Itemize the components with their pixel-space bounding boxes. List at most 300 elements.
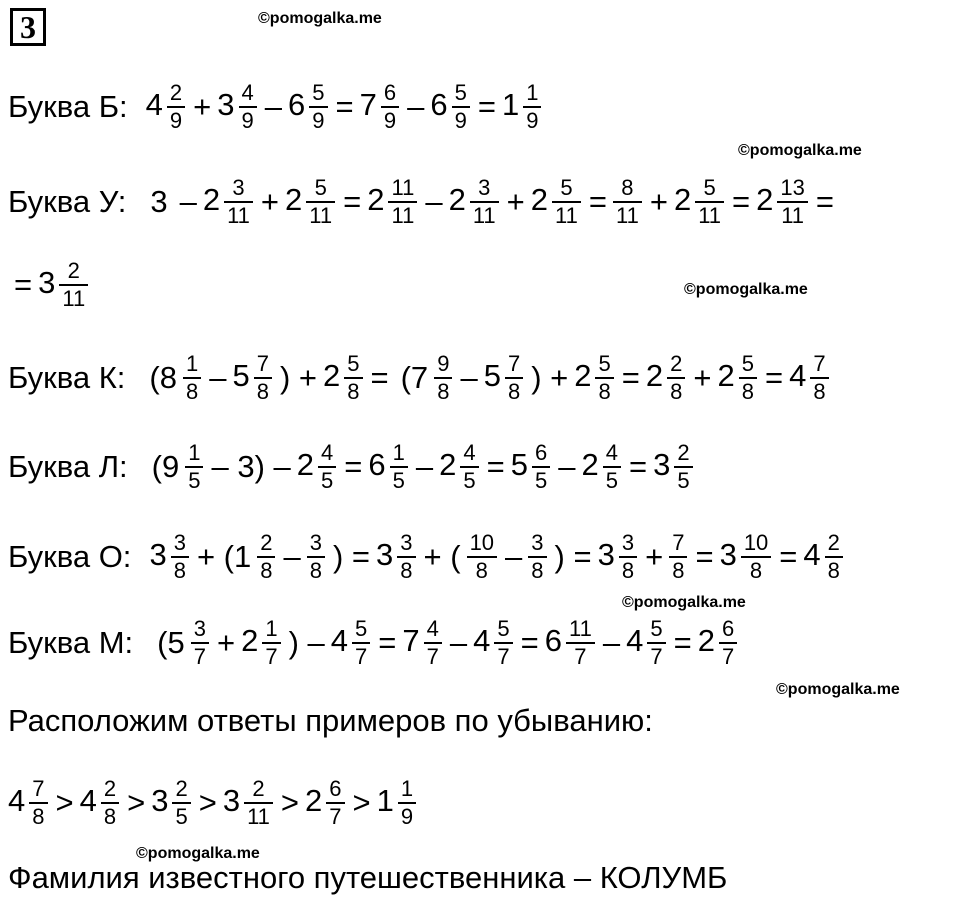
operator: = xyxy=(486,449,505,484)
fraction xyxy=(810,351,828,405)
equation-row-k xyxy=(8,333,831,423)
mixed-number xyxy=(146,80,188,134)
equation-row-b xyxy=(8,62,543,152)
operator: + xyxy=(649,184,668,219)
task-number: 3 xyxy=(10,8,46,46)
mixed-number xyxy=(8,776,50,830)
mixed-number xyxy=(756,175,810,229)
watermark: ©pomogalka.me xyxy=(622,594,746,611)
watermark: ©pomogalka.me xyxy=(136,845,260,862)
fraction xyxy=(460,440,478,494)
mixed-number xyxy=(653,440,695,494)
numerator: 1 xyxy=(400,776,414,801)
equation-row-l xyxy=(8,422,695,512)
numerator: 2 xyxy=(67,258,80,283)
operator: ) + xyxy=(531,360,569,395)
mixed-number xyxy=(402,616,444,670)
mixed-number xyxy=(574,351,616,405)
fraction xyxy=(528,530,546,584)
fraction xyxy=(566,616,595,670)
denominator: 8 xyxy=(531,558,544,583)
whole-part: 2 xyxy=(296,447,315,483)
denominator: 8 xyxy=(598,379,611,404)
mixed-number xyxy=(531,175,583,229)
mixed-number xyxy=(376,530,418,584)
mixed-number xyxy=(191,616,211,670)
mixed-number xyxy=(149,530,191,584)
mixed-number xyxy=(473,616,515,670)
denominator: 9 xyxy=(454,108,467,133)
mixed-number xyxy=(698,616,740,670)
numerator: 2 xyxy=(252,776,265,801)
operator: = xyxy=(695,539,714,574)
denominator: 7 xyxy=(650,644,663,669)
operator: = xyxy=(673,625,692,660)
fraction xyxy=(326,776,344,830)
numerator: 10 xyxy=(743,530,769,555)
denominator: 8 xyxy=(400,558,413,583)
denominator: 8 xyxy=(749,558,763,583)
denominator: 8 xyxy=(475,558,488,583)
mixed-number xyxy=(511,440,553,494)
mixed-number xyxy=(331,616,373,670)
fraction xyxy=(398,776,416,830)
whole-part: 2 xyxy=(323,358,341,394)
fraction xyxy=(719,616,737,670)
fraction xyxy=(397,530,415,584)
denominator: 8 xyxy=(813,379,826,404)
numerator: 7 xyxy=(256,351,269,376)
operator: – xyxy=(460,360,478,395)
numerator: 7 xyxy=(507,351,521,376)
equation-row-u-cont xyxy=(8,240,90,330)
numerator: 5 xyxy=(703,175,716,200)
mixed-number xyxy=(223,776,275,830)
fraction xyxy=(825,530,843,584)
whole-part: 6 xyxy=(288,87,306,123)
numerator: 1 xyxy=(188,440,201,465)
mixed-number xyxy=(674,175,726,229)
numerator: 2 xyxy=(827,530,840,555)
numerator: 1 xyxy=(265,616,278,641)
whole-part: 3 xyxy=(151,783,169,819)
whole-part: 4 xyxy=(789,358,807,394)
fraction xyxy=(739,351,757,405)
mixed-number xyxy=(669,530,689,584)
fraction xyxy=(185,440,203,494)
mixed-number xyxy=(528,530,548,584)
denominator: 5 xyxy=(677,468,690,493)
numerator: 7 xyxy=(32,776,45,801)
operator: + xyxy=(193,89,212,124)
operator: + xyxy=(645,539,664,574)
mixed-number xyxy=(646,351,688,405)
numerator: 5 xyxy=(598,351,611,376)
operator: + xyxy=(216,625,236,660)
denominator: 8 xyxy=(260,558,273,583)
fraction xyxy=(494,616,512,670)
fraction xyxy=(674,440,692,494)
operator: = xyxy=(628,449,648,484)
whole-part: 4 xyxy=(79,783,97,819)
operator: – xyxy=(264,89,283,124)
denominator: 7 xyxy=(497,644,510,669)
operator: > xyxy=(55,785,74,820)
mixed-number xyxy=(80,776,122,830)
whole-part: 3 xyxy=(149,537,167,573)
whole-part: 2 xyxy=(285,182,303,218)
whole-part: 3 xyxy=(719,537,737,573)
operator: (7 xyxy=(400,360,429,395)
numerator: 7 xyxy=(672,530,685,555)
fraction xyxy=(552,175,581,229)
operator: – xyxy=(209,360,227,395)
numerator: 2 xyxy=(260,530,273,555)
mixed-number xyxy=(626,616,668,670)
whole-part: 1 xyxy=(376,783,394,819)
operator: ) + xyxy=(279,360,317,395)
numerator: 1 xyxy=(392,440,405,465)
mixed-number xyxy=(185,440,205,494)
mixed-number xyxy=(257,530,277,584)
ordering-sentence: Расположим ответы примеров по убыванию: xyxy=(8,703,653,738)
numerator: 2 xyxy=(175,776,188,801)
watermark: ©pomogalka.me xyxy=(684,281,808,298)
numerator: 3 xyxy=(309,530,322,555)
numerator: 5 xyxy=(347,351,360,376)
operator: – xyxy=(407,89,425,124)
numerator: 7 xyxy=(813,351,826,376)
whole-part: 7 xyxy=(359,87,377,123)
fraction xyxy=(523,80,541,134)
fraction xyxy=(695,175,724,229)
fraction xyxy=(171,530,189,584)
numerator: 3 xyxy=(478,175,491,200)
whole-part: 6 xyxy=(368,447,386,483)
whole-part: 3 xyxy=(222,783,241,819)
numerator: 4 xyxy=(605,440,618,465)
whole-part: 2 xyxy=(697,623,715,659)
operator: + xyxy=(693,360,712,395)
denominator: 5 xyxy=(463,468,476,493)
fraction xyxy=(183,351,201,405)
mixed-number xyxy=(502,80,544,134)
denominator: 8 xyxy=(670,379,683,404)
operator: – xyxy=(602,625,621,660)
operator: = xyxy=(335,89,354,124)
whole-part: 2 xyxy=(439,447,457,483)
mixed-number xyxy=(38,258,90,312)
watermark: ©pomogalka.me xyxy=(776,681,900,698)
numerator: 6 xyxy=(721,616,735,641)
denominator: 9 xyxy=(241,108,254,133)
whole-part: 2 xyxy=(717,358,735,394)
denominator: 8 xyxy=(621,558,635,583)
operator: ) = xyxy=(554,539,592,574)
denominator: 5 xyxy=(534,468,548,493)
mixed-number xyxy=(297,440,339,494)
operator: = xyxy=(621,360,640,395)
conclusion: Фамилия известного путешественника – КОЛУМБ xyxy=(8,860,728,895)
row-label: Буква Б: xyxy=(8,89,128,124)
whole-part: 2 xyxy=(202,182,221,218)
fraction xyxy=(452,80,470,134)
denominator: 7 xyxy=(574,644,587,669)
operator: – 3) – xyxy=(211,449,291,484)
operator: + ( xyxy=(423,539,461,574)
operator: – xyxy=(179,184,197,219)
whole-part: 6 xyxy=(430,87,448,123)
denominator: 11 xyxy=(615,203,639,228)
whole-part: 3 xyxy=(653,447,671,483)
mixed-number xyxy=(434,351,454,405)
numerator: 1 xyxy=(526,80,539,105)
operator: = xyxy=(815,184,834,219)
denominator: 11 xyxy=(555,203,578,228)
mixed-number xyxy=(367,175,419,229)
fraction xyxy=(318,440,336,494)
denominator: 11 xyxy=(309,203,333,228)
numerator: 6 xyxy=(383,80,397,105)
whole-part: 5 xyxy=(232,358,250,394)
operator: ) – xyxy=(288,625,325,660)
mixed-number xyxy=(151,776,193,830)
numerator: 4 xyxy=(321,440,334,465)
fraction xyxy=(306,175,335,229)
whole-part: 5 xyxy=(510,447,528,483)
denominator: 11 xyxy=(62,286,86,311)
watermark: ©pomogalka.me xyxy=(258,10,382,27)
mixed-number xyxy=(323,351,365,405)
numerator: 3 xyxy=(173,530,186,555)
whole-part: 4 xyxy=(473,623,491,659)
numerator: 5 xyxy=(650,616,663,641)
whole-part: 4 xyxy=(626,623,644,659)
denominator: 11 xyxy=(781,203,805,228)
operator: = xyxy=(779,539,798,574)
fraction xyxy=(741,530,771,584)
numerator: 6 xyxy=(329,776,342,801)
denominator: 9 xyxy=(312,108,325,133)
numerator: 3 xyxy=(531,530,544,555)
numerator: 5 xyxy=(312,80,325,105)
denominator: 11 xyxy=(698,203,722,228)
operator: (8 xyxy=(149,360,177,395)
watermark: ©pomogalka.me xyxy=(738,142,862,159)
denominator: 9 xyxy=(383,108,397,133)
whole-part: 1 xyxy=(501,87,520,123)
operator: > xyxy=(127,785,146,820)
denominator: 11 xyxy=(247,804,270,829)
fraction xyxy=(191,616,209,670)
whole-part: 2 xyxy=(241,623,259,659)
operator: – xyxy=(449,625,468,660)
numerator: 3 xyxy=(621,530,635,555)
fraction xyxy=(603,440,621,494)
mixed-number xyxy=(717,351,759,405)
whole-part: 5 xyxy=(483,358,501,394)
fraction xyxy=(470,175,499,229)
operator: = xyxy=(520,625,539,660)
numerator: 11 xyxy=(568,616,592,641)
operator: + xyxy=(260,184,280,219)
operator: – xyxy=(505,539,523,574)
fraction xyxy=(352,616,370,670)
whole-part: 4 xyxy=(145,87,163,123)
mixed-number xyxy=(430,80,472,134)
fraction xyxy=(167,80,185,134)
fraction xyxy=(390,440,408,494)
denominator: 8 xyxy=(672,558,685,583)
row-label: Буква О: xyxy=(8,539,132,574)
fraction xyxy=(344,351,362,405)
numerator: 13 xyxy=(780,175,805,200)
equation-row-u xyxy=(8,157,840,247)
numerator: 5 xyxy=(497,616,510,641)
fraction xyxy=(224,175,253,229)
numerator: 4 xyxy=(426,616,439,641)
operator: = xyxy=(343,184,362,219)
numerator: 5 xyxy=(314,175,327,200)
whole-part: 4 xyxy=(330,623,349,659)
denominator: 8 xyxy=(32,804,45,829)
whole-part: 2 xyxy=(756,182,774,218)
denominator: 8 xyxy=(309,558,322,583)
operator: – xyxy=(425,184,443,219)
operator: – xyxy=(415,449,434,484)
numerator: 5 xyxy=(560,175,573,200)
operator: = xyxy=(378,625,397,660)
numerator: 4 xyxy=(241,80,254,105)
operator: – xyxy=(558,449,576,484)
fraction xyxy=(424,616,442,670)
mixed-number xyxy=(307,530,327,584)
row-label: Буква К: xyxy=(8,360,126,395)
denominator: 5 xyxy=(605,468,618,493)
fraction xyxy=(532,440,550,494)
fraction xyxy=(619,530,637,584)
mixed-number xyxy=(720,530,774,584)
mixed-number xyxy=(439,440,481,494)
whole-part: 7 xyxy=(402,623,420,659)
equation-row-m xyxy=(8,598,739,688)
whole-part: 4 xyxy=(8,783,26,819)
whole-part: 2 xyxy=(645,358,664,394)
row-label: Буква М: xyxy=(8,625,134,660)
mixed-number xyxy=(217,80,259,134)
row-label: Буква У: xyxy=(8,184,127,219)
fraction xyxy=(434,351,452,405)
fraction xyxy=(388,175,417,229)
fraction xyxy=(777,175,807,229)
fraction xyxy=(172,776,190,830)
operator: + (1 xyxy=(196,539,252,574)
whole-part: 2 xyxy=(581,447,599,483)
whole-part: 2 xyxy=(574,358,592,394)
row-label: Буква Л: xyxy=(8,449,128,484)
operator: 3 xyxy=(150,184,168,219)
denominator: 8 xyxy=(741,379,754,404)
fraction xyxy=(257,530,275,584)
whole-part: 3 xyxy=(217,87,235,123)
numerator: 2 xyxy=(103,776,117,801)
denominator: 5 xyxy=(321,468,334,493)
whole-part: 3 xyxy=(597,537,615,573)
fraction xyxy=(244,776,273,830)
mixed-number xyxy=(467,530,499,584)
fraction xyxy=(381,80,399,134)
whole-part: 4 xyxy=(803,537,821,573)
mixed-number xyxy=(803,530,845,584)
mixed-number xyxy=(449,175,501,229)
denominator: 9 xyxy=(526,108,539,133)
whole-part: 3 xyxy=(376,537,394,573)
numerator: 3 xyxy=(400,530,413,555)
fraction xyxy=(239,80,257,134)
ordering-row xyxy=(8,758,418,848)
operator: = xyxy=(477,89,496,124)
numerator: 2 xyxy=(670,351,683,376)
mixed-number xyxy=(545,616,597,670)
numerator: 1 xyxy=(185,351,199,376)
whole-part: 6 xyxy=(544,623,562,659)
denominator: 8 xyxy=(827,558,840,583)
operator: (9 xyxy=(151,449,180,484)
mixed-number xyxy=(288,80,330,134)
denominator: 9 xyxy=(400,804,414,829)
operator: = xyxy=(370,360,389,395)
denominator: 7 xyxy=(193,644,206,669)
fraction xyxy=(669,530,687,584)
operator: > xyxy=(352,785,371,820)
fraction xyxy=(59,258,88,312)
whole-part: 2 xyxy=(367,182,385,218)
operator: > xyxy=(198,785,217,820)
numerator: 9 xyxy=(437,351,450,376)
mixed-number xyxy=(232,351,274,405)
operator: (5 xyxy=(157,625,185,660)
operator: = xyxy=(764,360,784,395)
denominator: 8 xyxy=(173,558,186,583)
fraction xyxy=(647,616,665,670)
whole-part: 2 xyxy=(530,182,549,218)
numerator: 2 xyxy=(677,440,690,465)
operator: – xyxy=(283,539,301,574)
mixed-number xyxy=(285,175,337,229)
numerator: 4 xyxy=(463,440,476,465)
denominator: 5 xyxy=(188,468,201,493)
numerator: 2 xyxy=(169,80,183,105)
equation-row-o xyxy=(8,512,845,602)
denominator: 7 xyxy=(265,644,278,669)
denominator: 5 xyxy=(175,804,188,829)
fraction xyxy=(595,351,613,405)
operator: = xyxy=(732,184,751,219)
mixed-number xyxy=(377,776,419,830)
denominator: 11 xyxy=(472,203,496,228)
fraction xyxy=(667,351,685,405)
denominator: 5 xyxy=(392,468,405,493)
fraction xyxy=(613,175,642,229)
fraction xyxy=(467,530,497,584)
fraction xyxy=(307,530,325,584)
mixed-number xyxy=(241,616,283,670)
mixed-number xyxy=(203,175,255,229)
mixed-number xyxy=(789,351,831,405)
numerator: 8 xyxy=(621,175,634,200)
denominator: 9 xyxy=(169,108,183,133)
whole-part: 2 xyxy=(448,182,466,218)
